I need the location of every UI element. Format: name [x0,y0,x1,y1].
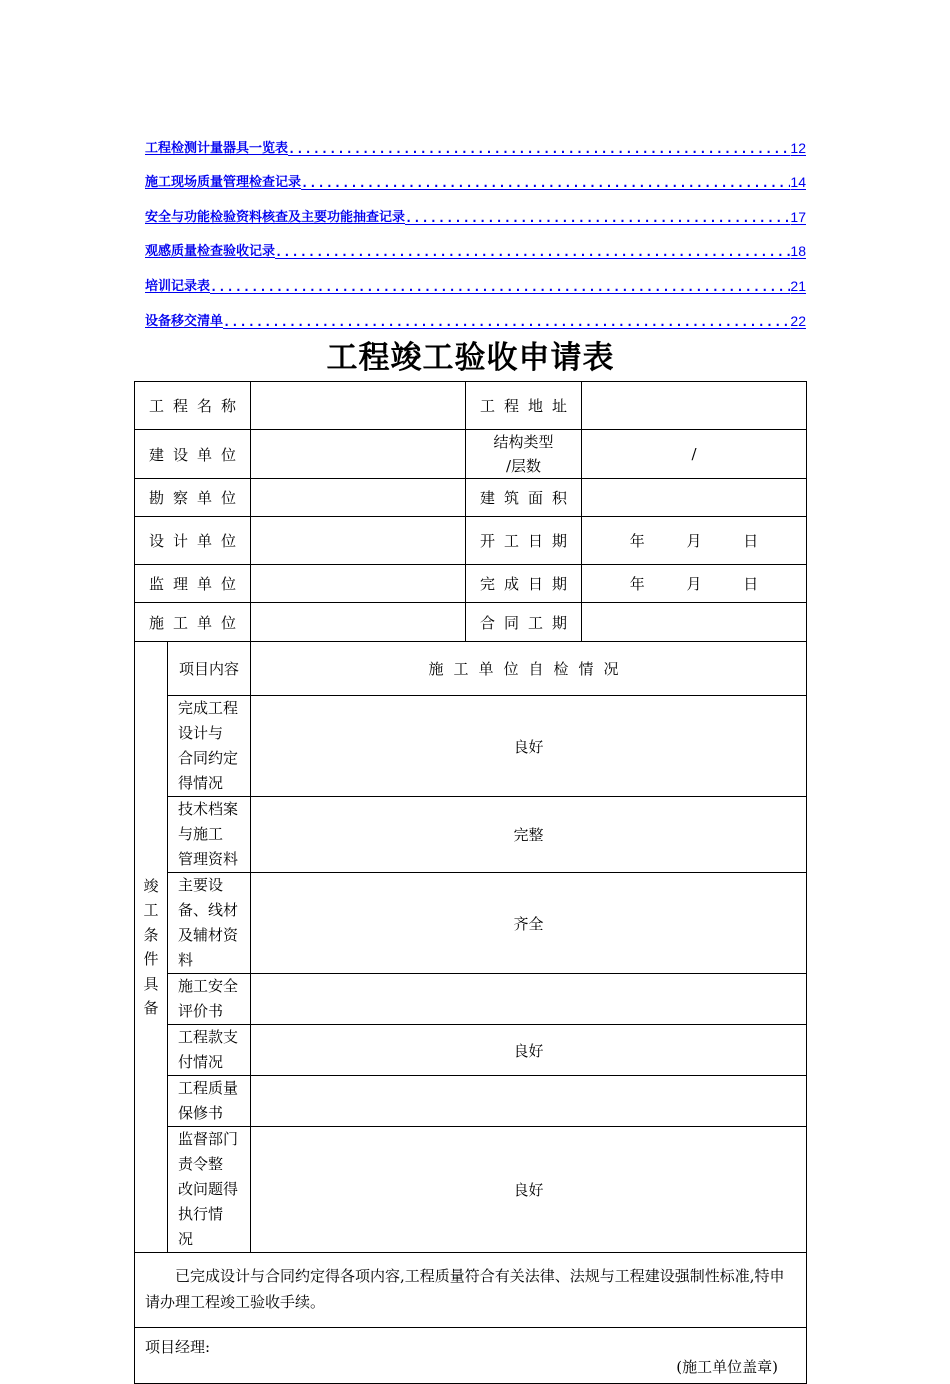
condition-item-line: 改问题得执行情 [178,1180,239,1223]
condition-item-line: 技术档案与施工 [178,800,239,843]
builder-field[interactable] [251,430,466,479]
start-date-field[interactable] [582,517,807,565]
supervision-field[interactable] [251,565,466,603]
toc-leader-dots [275,245,790,259]
survey-label: 勘察单位 [135,479,251,517]
month-unit: 月 [686,575,702,593]
toc-entry[interactable] [145,231,806,266]
item-header: 项目内容 [168,642,251,696]
form-row [135,603,807,642]
form-title: 工程竣工验收申请表 [326,340,615,376]
toc-entry-page[interactable]: 14 [790,174,806,191]
condition-item-line: 管理资料 [178,850,239,868]
area-label: 建筑面积 [466,479,582,517]
side-label-char: 竣 [143,876,159,895]
condition-row [135,1127,807,1253]
condition-item-line: 施工安全评价书 [178,977,239,1020]
toc-entry[interactable] [145,265,806,300]
statement-row [135,1253,807,1328]
condition-item [168,873,251,974]
toc-entry-text[interactable]: 设备移交清单 [145,313,224,329]
toc-leader-dots [210,280,790,294]
toc-entry-text[interactable]: 安全与功能检验资料核查及主要功能抽查记录 [145,209,406,225]
condition-result[interactable] [251,974,807,1025]
signature-row [135,1328,807,1384]
year-unit: 年 [629,575,645,593]
condition-item [168,1127,251,1253]
year-unit: 年 [629,532,645,550]
structure-label-line: /层数 [505,457,542,475]
condition-item [168,1025,251,1076]
design-field[interactable] [251,517,466,565]
toc-leader-dots [223,315,790,329]
builder-label: 建设单位 [135,430,251,479]
condition-row [135,1025,807,1076]
contract-period-field[interactable] [582,603,807,642]
survey-field[interactable] [251,479,466,517]
side-label-char: 工 [143,901,159,919]
condition-row [135,1076,807,1127]
toc-entry-text[interactable]: 工程检测计量器具一览表 [145,140,289,156]
side-label-char: 件 [143,950,159,968]
toc-entry-text[interactable]: 观感质量检查验收记录 [145,244,276,260]
condition-row [135,797,807,873]
toc-leader-dots [301,176,790,190]
structure-label-line: 结构类型 [493,433,554,451]
condition-item-line: 及辅材资料 [178,926,239,969]
area-field[interactable] [582,479,807,517]
conditions-side-label [135,642,168,1253]
toc-entry-text[interactable]: 施工现场质量管理检查记录 [145,175,302,191]
condition-item-line: 工程款支付情况 [178,1028,239,1071]
toc-leader-dots [405,211,790,225]
condition-result[interactable] [251,1076,807,1127]
form-row [135,479,807,517]
day-unit: 日 [743,575,759,593]
structure-label [466,430,582,479]
signature-area[interactable] [135,1328,807,1384]
condition-item-line: 合同约定得情况 [178,749,239,792]
self-check-header: 施工单位自检情况 [251,642,807,696]
month-unit: 月 [686,532,702,550]
form-row [135,565,807,603]
supervision-label: 监理单位 [135,565,251,603]
condition-item-line: 监督部门责令整 [178,1130,239,1173]
form-row [135,430,807,479]
form-row [135,382,807,430]
form-row [135,517,807,565]
day-unit: 日 [743,532,759,550]
contractor-label: 施工单位 [135,603,251,642]
condition-item [168,1076,251,1127]
condition-item-line: 况 [178,1230,194,1248]
acceptance-application-form [134,381,807,1384]
project-name-label: 工程名称 [135,382,251,430]
toc-leader-dots [288,142,790,156]
toc-entry-page[interactable]: 18 [790,243,806,260]
side-label-char: 具 [143,974,159,993]
condition-item [168,696,251,797]
statement-text: 已完成设计与合同约定得各项内容,工程质量符合有关法律、法规与工程建设强制性标准,特申请办理工程竣工验收手续。 [145,1267,785,1311]
toc-entry[interactable] [145,162,806,197]
project-manager-label: 项目经理: [145,1338,211,1356]
condition-item-line: 工程质量保修书 [178,1079,239,1122]
condition-result[interactable]: 齐全 [251,873,807,974]
project-address-label: 工程地址 [466,382,582,430]
condition-result[interactable]: 良好 [251,1127,807,1253]
toc-entry[interactable] [145,127,806,162]
project-name-field[interactable] [251,382,466,430]
condition-item-line: 完成工程设计与 [178,699,239,742]
contractor-seal-label: (施工单位盖章) [676,1358,779,1376]
side-label-char: 条 [143,925,159,944]
start-date-label: 开工日期 [466,517,582,565]
condition-result[interactable]: 良好 [251,1025,807,1076]
structure-field[interactable]: / [582,430,807,479]
condition-item [168,797,251,873]
project-address-field[interactable] [582,382,807,430]
design-label: 设计单位 [135,517,251,565]
toc-entry[interactable] [145,300,806,335]
toc-entry-page[interactable]: 17 [790,208,806,225]
contractor-field[interactable] [251,603,466,642]
condition-row [135,873,807,974]
condition-result[interactable]: 良好 [251,696,807,797]
finish-date-label: 完成日期 [466,565,582,603]
table-of-contents [145,127,806,335]
toc-entry-page[interactable]: 12 [790,139,806,156]
finish-date-field[interactable] [582,565,807,603]
condition-row [135,696,807,797]
contract-period-label: 合同工期 [466,603,582,642]
application-statement [135,1253,807,1328]
toc-entry-text[interactable]: 培训记录表 [145,278,211,294]
toc-entry[interactable] [145,196,806,231]
condition-item-line: 主要设备、线材 [178,876,239,919]
conditions-header-row [135,642,807,696]
condition-item [168,974,251,1025]
toc-entry-page[interactable]: 22 [790,312,806,329]
condition-result[interactable]: 完整 [251,797,807,873]
side-label-char: 备 [143,999,159,1017]
toc-entry-page[interactable]: 21 [790,277,806,294]
condition-row [135,974,807,1025]
